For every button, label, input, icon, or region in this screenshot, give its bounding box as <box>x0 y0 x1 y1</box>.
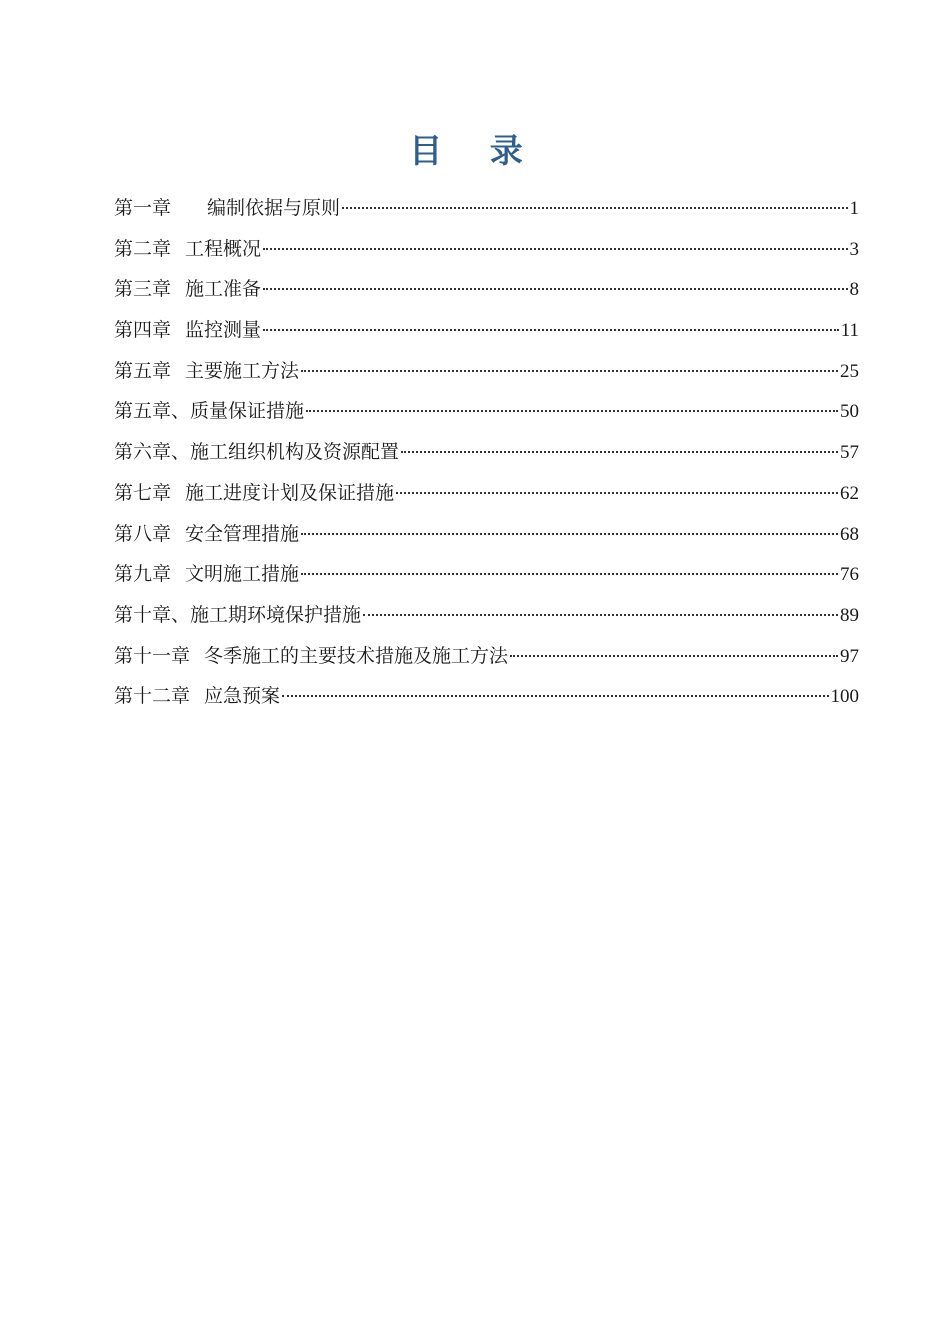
toc-entry-chapter: 第八章 <box>114 522 172 545</box>
toc-entry-title: 编制依据与原则 <box>207 197 341 219</box>
toc-entry-page: 11 <box>840 320 859 342</box>
toc-entry[interactable] <box>114 681 859 722</box>
toc-entry-title: 安全管理措施 <box>185 522 300 545</box>
toc-entry-label <box>114 641 508 671</box>
toc-entry-chapter: 第一章 <box>114 197 172 219</box>
toc-entry[interactable] <box>114 356 859 397</box>
toc-entry[interactable] <box>114 437 859 478</box>
toc-leader-dots <box>510 655 838 657</box>
toc-leader-dots <box>401 451 838 453</box>
toc-entry[interactable] <box>114 234 859 275</box>
toc-entry-page: 57 <box>840 442 859 464</box>
toc-entry-title: 施工准备 <box>185 278 262 301</box>
toc-entry-page: 1 <box>849 198 859 219</box>
toc-entry-chapter: 第九章 <box>114 563 172 586</box>
toc-entry-title: 施工组织机构及资源配置 <box>190 441 400 464</box>
toc-entry-page: 25 <box>840 360 859 382</box>
toc-leader-dots <box>306 410 838 412</box>
toc-entry-chapter: 第四章 <box>114 319 172 342</box>
toc-leader-dots <box>363 614 838 616</box>
toc-entry-label <box>114 234 261 264</box>
toc-entry[interactable] <box>114 559 859 600</box>
toc-entry-page: 76 <box>840 564 859 586</box>
toc-entry-page: 62 <box>840 482 859 504</box>
toc-entry-page: 50 <box>840 401 859 423</box>
toc-entry-chapter: 第七章 <box>114 481 172 504</box>
toc-entry-page: 3 <box>849 238 859 260</box>
toc-entry[interactable] <box>114 600 859 641</box>
toc-entry-separator: 、 <box>171 441 191 464</box>
toc-entry-separator: 、 <box>171 603 191 626</box>
toc-entry-chapter: 第五章 <box>114 359 172 382</box>
toc-entry-chapter: 第五章 <box>114 400 172 423</box>
toc-entry-label <box>114 519 299 549</box>
toc-entry-label <box>114 396 304 426</box>
toc-entry-chapter: 第三章 <box>114 278 172 301</box>
toc-leader-dots <box>263 288 847 290</box>
toc-entry-label <box>114 600 361 630</box>
toc-entry[interactable] <box>114 641 859 682</box>
toc-leader-dots <box>396 492 838 494</box>
toc-entry-page: 89 <box>840 604 859 626</box>
toc-entry-title: 质量保证措施 <box>190 400 305 423</box>
toc-entry-chapter: 第六章 <box>114 441 172 464</box>
toc-entry-label <box>114 315 261 345</box>
toc-leader-dots <box>301 370 838 372</box>
toc-leader-dots <box>263 329 839 331</box>
toc-entry-title: 应急预案 <box>204 685 281 708</box>
toc-entry-page: 68 <box>840 523 859 545</box>
toc-entry-chapter: 第十二章 <box>114 685 191 708</box>
toc-entry-label <box>114 356 299 386</box>
toc-leader-dots <box>301 533 838 535</box>
toc-entry-chapter: 第二章 <box>114 237 172 260</box>
toc-leader-dots <box>301 573 838 575</box>
toc-entry-page: 100 <box>830 686 859 708</box>
toc-leader-dots <box>263 248 847 250</box>
toc-entry-chapter: 第十一章 <box>114 644 191 667</box>
toc-entry-separator <box>171 193 207 223</box>
toc-entry-label <box>114 193 340 223</box>
toc-entry[interactable] <box>114 274 859 315</box>
toc-leader-dots <box>342 207 847 209</box>
toc-list <box>114 193 859 722</box>
toc-entry-label <box>114 274 261 304</box>
toc-entry-title: 文明施工措施 <box>185 563 300 586</box>
toc-entry-title: 工程概况 <box>185 237 262 260</box>
toc-entry[interactable] <box>114 193 859 234</box>
toc-entry-label <box>114 437 399 467</box>
toc-entry-title: 监控测量 <box>185 319 262 342</box>
toc-entry[interactable] <box>114 315 859 356</box>
toc-entry[interactable] <box>114 478 859 519</box>
toc-entry-label <box>114 681 280 711</box>
toc-entry-title: 施工期环境保护措施 <box>190 603 362 626</box>
toc-entry-title: 主要施工方法 <box>185 359 300 382</box>
toc-entry-separator: 、 <box>171 400 191 423</box>
toc-entry-label <box>114 559 299 589</box>
toc-entry[interactable] <box>114 519 859 560</box>
toc-entry-chapter: 第十章 <box>114 603 172 626</box>
toc-entry[interactable] <box>114 396 859 437</box>
toc-entry-label <box>114 478 394 508</box>
toc-entry-title: 冬季施工的主要技术措施及施工方法 <box>204 644 509 667</box>
toc-leader-dots <box>282 695 828 697</box>
toc-entry-page: 8 <box>849 279 859 301</box>
toc-title: 目 录 <box>409 131 541 170</box>
toc-entry-page: 97 <box>840 645 859 667</box>
toc-entry-title: 施工进度计划及保证措施 <box>185 481 395 504</box>
